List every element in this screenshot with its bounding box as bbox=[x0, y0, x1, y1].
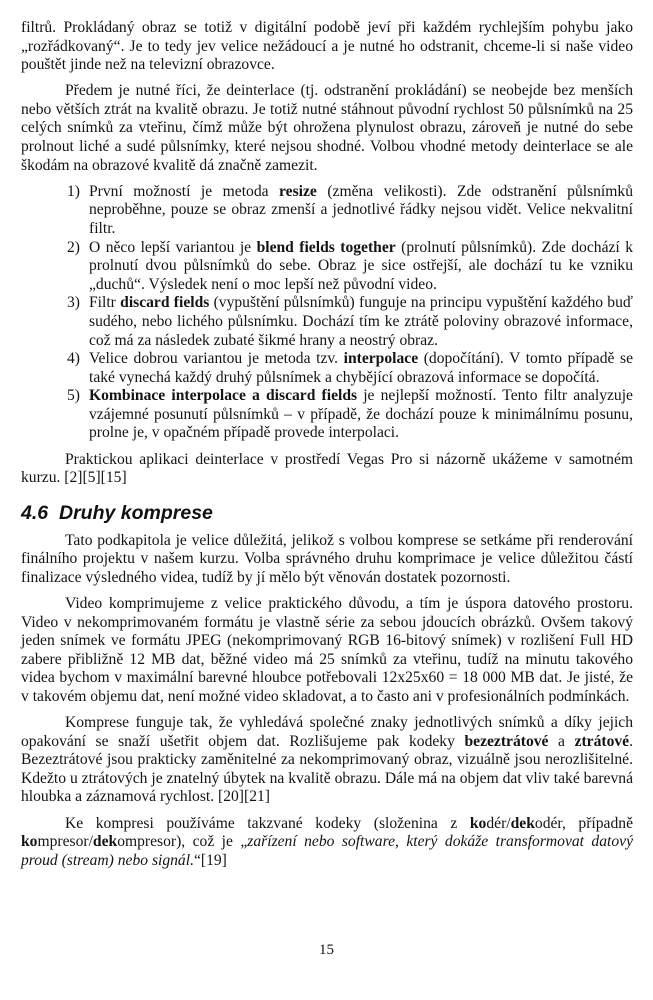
section-number: 4.6 bbox=[21, 501, 49, 524]
list-item-text: Kombinace interpolace a discard fields je nejlepší možností. Tento filtr analyzuje vzájemné posunutí půlsnímků – v případě, že dochází pouze k minimálnímu posunu, prolne je, v opačném případě provede interpolaci. bbox=[89, 387, 633, 442]
paragraph-kekompresi: Ke kompresi používáme takzvané kodeky (složenina z kodér/dekodér, případně kompresor/dekompresor), což je „zařízení nebo software, který dokáže transformovat datový proud (stream) nebo signál.“[19] bbox=[21, 814, 634, 869]
paragraph-tato: Tato podkapitola je velice důležitá, jelikož s volbou komprese se setkáme při renderování finálního projektu v našem kurzu. Volba správného druhu komprimace je velice důležitou částí finalizace výsledného videa, tudíž by jí mělo být věnován dostatek pozornosti. bbox=[21, 531, 633, 586]
section-heading bbox=[21, 501, 633, 525]
list-item-number: 1) bbox=[67, 182, 80, 200]
list-item bbox=[21, 294, 633, 350]
deinterlace-methods-list bbox=[21, 183, 633, 443]
paragraph-komprese: Komprese funguje tak, že vyhledává společné znaky jednotlivých snímků a díky jejich opakování se snaží ušetřit objem dat. Rozlišujeme pak kodeky bezeztrátové a ztrátové. Bezeztrátové jsou prakticky zaměnitelné za nekomprimovaný obraz, vizuálně jsou nerozlišitelné. Kdežto u ztrátových je znatelný úbytek na kvalitě obrazu. Dále má na objem dat vliv také barevná hloubka a záznamová rychlost. [20][21] bbox=[21, 714, 634, 806]
paragraph-filtru: filtrů. Prokládaný obraz se totiž v digitální podobě jeví při každém rychlejším pohybu jako „rozřádkovaný“. Je to tedy jev velice nežádoucí a je nutné ho odstranit, chceme-li si naše video pouštět jinde než na televizní obrazovce. bbox=[21, 19, 633, 74]
list-item-number: 3) bbox=[67, 294, 80, 312]
list-item-number: 4) bbox=[67, 350, 80, 368]
list-item-text: Velice dobrou variantou je metoda tzv. interpolace (dopočítání). V tomto případě se také vynechá každý druhý půlsnímek a chybějící obrazová informace se dopočítá. bbox=[89, 350, 633, 386]
paragraph-predem: Předem je nutné říci, že deinterlace (tj. odstranění prokládání) se neobejde bez menších nebo větších ztrát na kvalitě obrazu. Je totiž nutné stáhnout původní rychlost 50 půlsnímků na 25 celých snímků za vteřinu, čímž může být ohrožena plynulost obrazu, zároveň je nutné do sebe prolnout liché a sudé půlsnímky, které nejsou shodné. Volbou vhodné metody deinterlace se ale škodám na obrazové kvalitě dá značně zamezit. bbox=[21, 82, 633, 174]
paragraph-praktickou: Praktickou aplikaci deinterlace v prostředí Vegas Pro si názorně ukážeme v samotném kurzu. [2][5][15] bbox=[21, 450, 633, 487]
list-item bbox=[21, 239, 633, 295]
page-number: 15 bbox=[319, 942, 334, 958]
list-item bbox=[21, 350, 633, 387]
list-item-text: O něco lepší variantou je blend fields together (prolnutí půlsnímků). Zde dochází k prolnutí dvou půlsnímků do sebe. Obraz je sice ostřejší, ale dochází tu ke vzniku „duchů“. Výsledek není o moc lepší než původní video. bbox=[89, 238, 633, 293]
list-item-number: 5) bbox=[67, 387, 80, 405]
list-item bbox=[21, 387, 633, 443]
text-block bbox=[21, 19, 633, 878]
list-item-text: Filtr discard fields (vypuštění půlsnímků) funguje na principu vypuštění každého buď sudého, nebo lichého půlsnímku. Dochází tím ke ztrátě poloviny obrazové informace, což má za následek zubaté šikmé hrany a neostrý obraz. bbox=[89, 294, 633, 349]
list-item bbox=[21, 183, 633, 239]
section-title: Druhy komprese bbox=[59, 501, 213, 524]
paragraph-video: Video komprimujeme z velice praktického důvodu, a tím je úspora datového prostoru. Video v nekomprimovaném formátu je vlastně série za sebou jdoucích obrázků. Ovšem takový jeden snímek ve formátu JPEG (nekomprimovaný RGB 16-bitový snímek) v rozlišení Full HD zabere přibližně 12 MB dat, běžné video má 25 snímků za vteřinu, tudíž na minutu takového videa bychom v maximální barevné hloubce potřebovali 12x25x60 = 18 000 MB dat. Je jisté, že v takovém objemu dat, není možné video skladovat, a to často ani v profesionálních podmínkách. bbox=[21, 595, 633, 705]
list-item-text: První možností je metoda resize (změna velikosti). Zde odstranění půlsnímků neproběhne, pouze se obraz zmenší a jednotlivé řádky nejsou vidět. Velice nekvalitní filtr. bbox=[89, 182, 633, 237]
list-item-number: 2) bbox=[67, 238, 80, 256]
